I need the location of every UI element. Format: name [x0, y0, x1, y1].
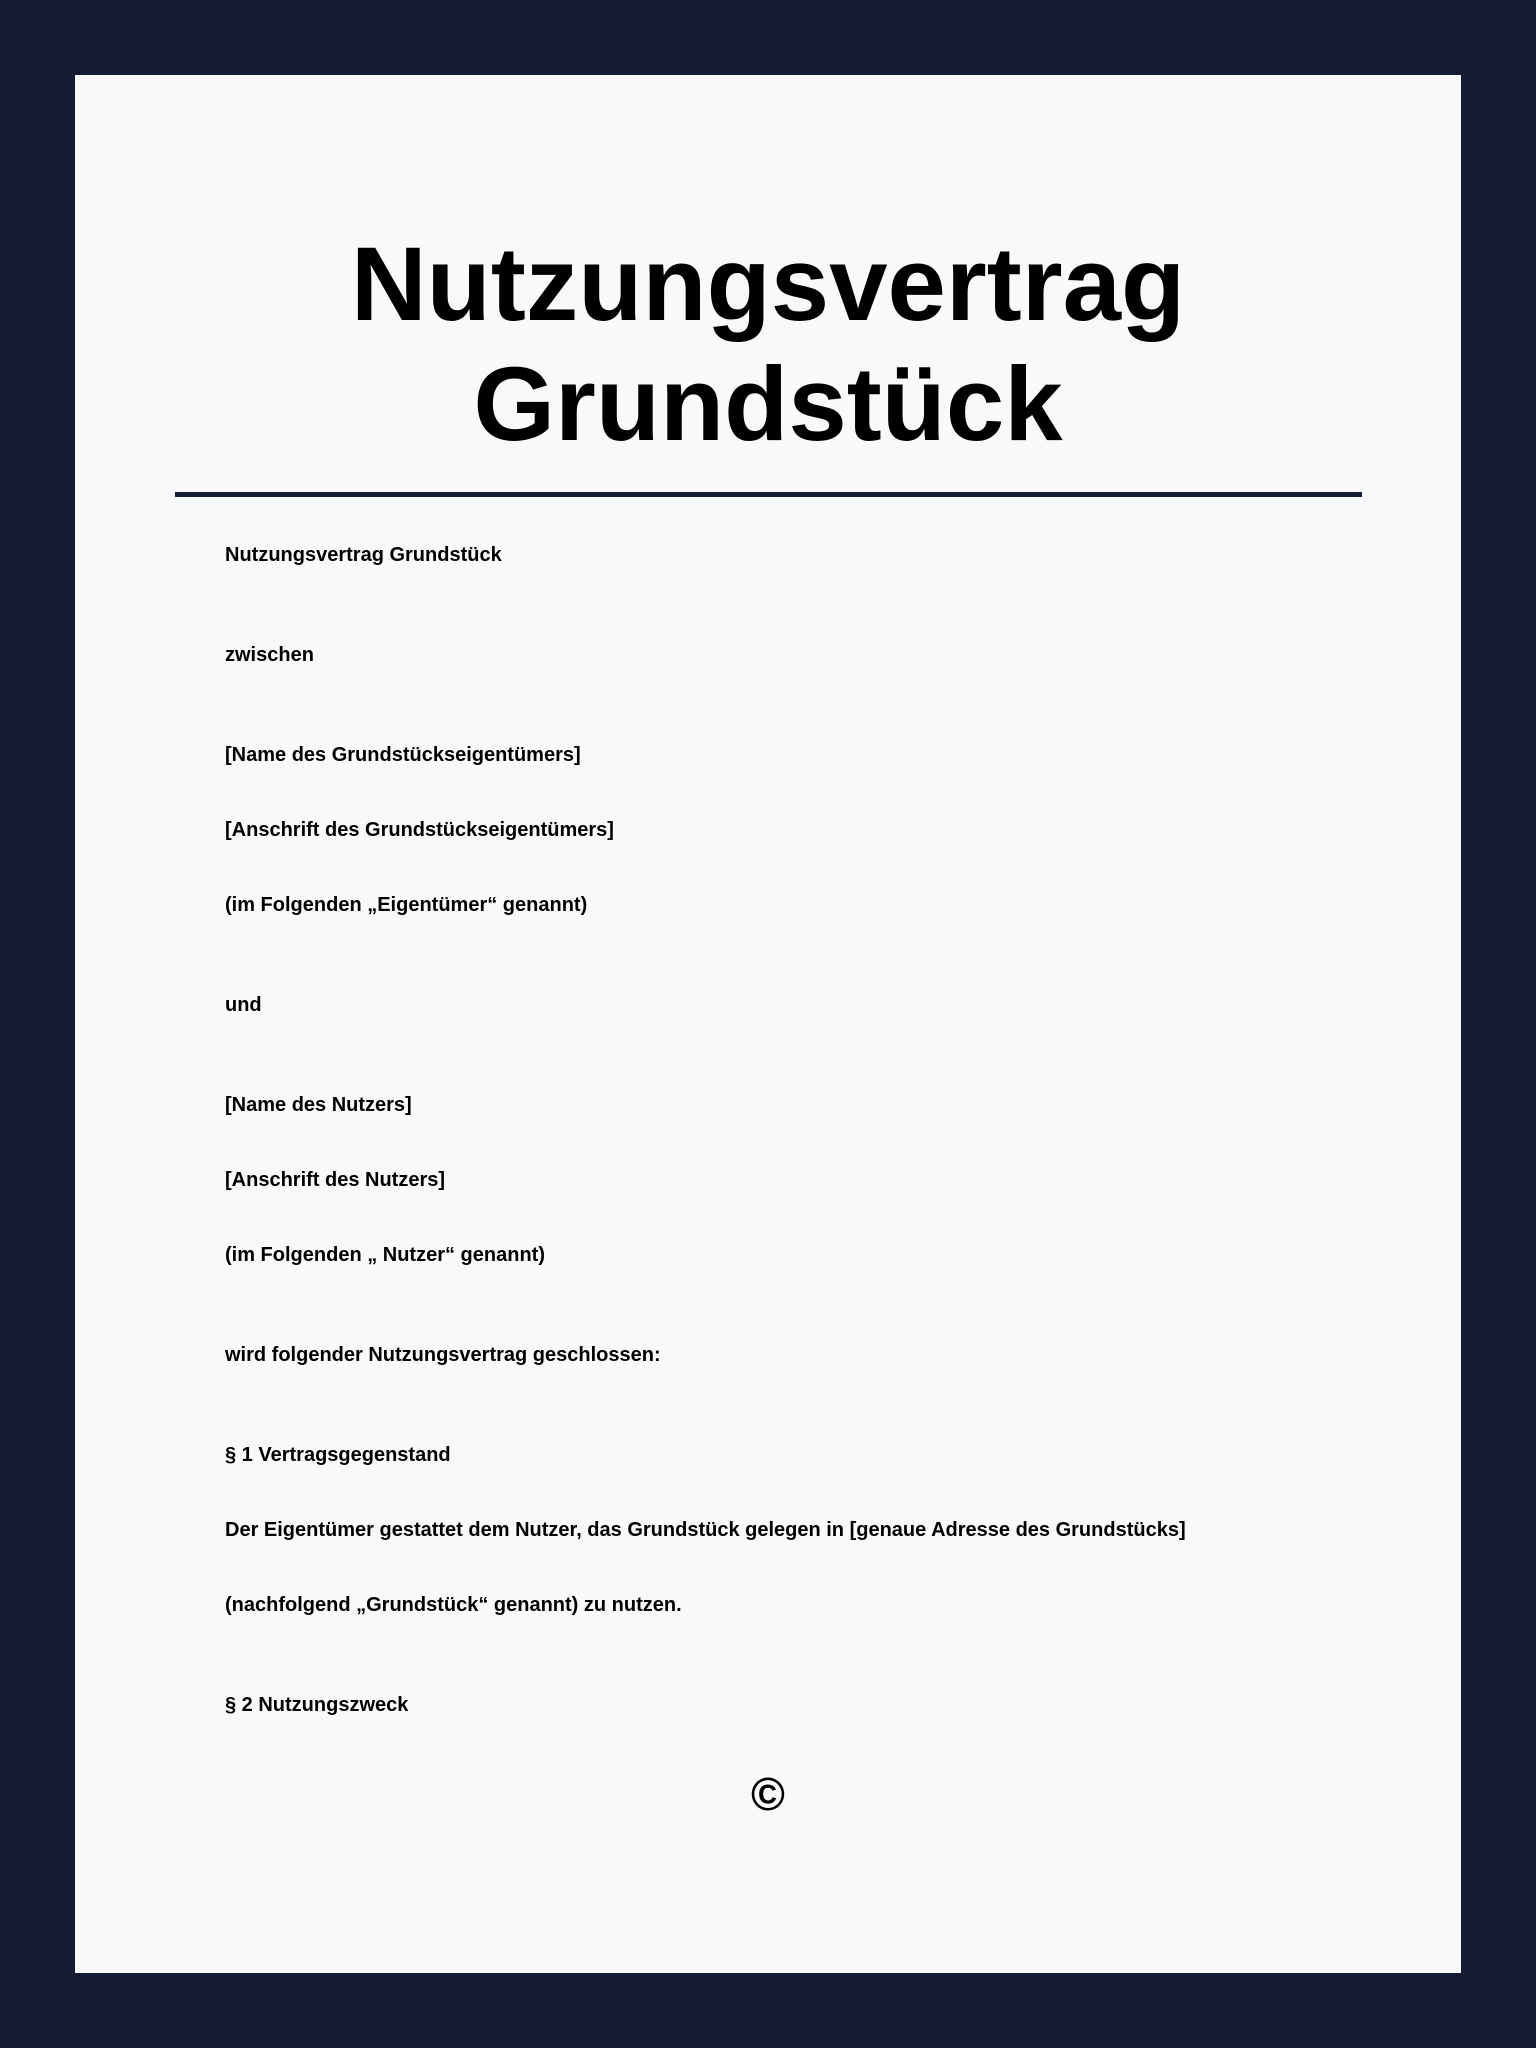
- section-1-heading: § 1 Vertragsgegenstand: [225, 1444, 451, 1466]
- agreement-statement: wird folgender Nutzungsvertrag geschlossen:: [225, 1344, 661, 1366]
- between-text: zwischen: [225, 644, 314, 666]
- owner-designation: (im Folgenden „Eigentümer“ genannt): [225, 894, 588, 916]
- user-designation: (im Folgenden „ Nutzer“ genannt): [225, 1244, 545, 1266]
- document-page: [75, 75, 1461, 1973]
- user-name: [Name des Nutzers]: [225, 1094, 412, 1116]
- title-divider: [175, 492, 1362, 497]
- owner-name: [Name des Grundstückseigentümers]: [225, 744, 581, 766]
- section-2-heading: § 2 Nutzungszweck: [225, 1694, 409, 1716]
- contract-heading: Nutzungsvertrag Grundstück: [225, 544, 502, 566]
- user-address: [Anschrift des Nutzers]: [225, 1169, 446, 1191]
- and-text: und: [225, 994, 262, 1016]
- section-1-text-line-1: Der Eigentümer gestattet dem Nutzer, das Grundstück gelegen in [genaue Adresse des Grundstücks]: [225, 1519, 1186, 1541]
- section-1-text-line-2: (nachfolgend „Grundstück“ genannt) zu nutzen.: [225, 1594, 682, 1616]
- document-title: [75, 225, 1461, 465]
- copyright-symbol: ©: [751, 1768, 785, 1820]
- document-title-line-2: Grundstück: [473, 346, 1063, 463]
- owner-address: [Anschrift des Grundstückseigentümers]: [225, 819, 614, 841]
- document-title-line-1: Nutzungsvertrag: [350, 226, 1186, 343]
